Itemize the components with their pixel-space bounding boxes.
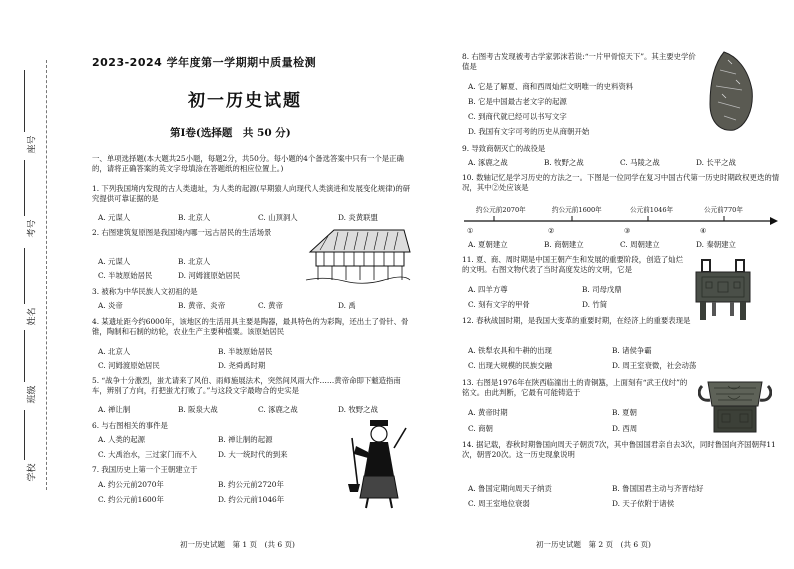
question-10-option-d[interactable]: D. 秦朝建立 bbox=[696, 240, 736, 249]
question-2-option-d[interactable]: D. 河姆渡原始居民 bbox=[178, 271, 241, 280]
question-13-option-c[interactable]: C. 商朝 bbox=[468, 424, 493, 433]
question-2-option-c[interactable]: C. 半坡原始居民 bbox=[98, 271, 153, 280]
question-14-option-a[interactable]: A. 鲁国定期向周天子纳贡 bbox=[468, 484, 552, 493]
question-7-option-a[interactable]: A. 约公元前2070年 bbox=[98, 480, 164, 489]
question-10-stem: 10. 数轴记忆是学习历史的方法之一。下图是一位同学在复习中国古代第一历史时期政权更迭的情况，其中②处应该是 bbox=[462, 173, 780, 192]
page-1-footer: 初一历史试题 第 1 页 (共 6 页) bbox=[180, 540, 295, 549]
question-14-option-c[interactable]: C. 周王室地位衰弱 bbox=[468, 499, 530, 508]
question-10-option-a[interactable]: A. 夏朝建立 bbox=[468, 240, 508, 249]
part-title: 第Ⅰ卷(选择题 共 50 分) bbox=[170, 127, 291, 139]
question-12-option-c[interactable]: C. 出现大规模的民族交融 bbox=[468, 361, 552, 370]
timeline-marker-4: ④ bbox=[700, 227, 707, 235]
school-label: 学校 bbox=[27, 463, 38, 482]
name-field[interactable] bbox=[24, 248, 25, 304]
timeline-arrow bbox=[462, 214, 780, 228]
question-1-stem: 1. 下列我国境内发现的古人类遗址，为人类的起源(早期猿人向现代人类演进和发展变化规律)的研究提供可靠证据的是 bbox=[92, 184, 411, 203]
question-1-option-b[interactable]: B. 北京人 bbox=[178, 213, 211, 222]
page-1 bbox=[92, 0, 414, 569]
question-12-option-b[interactable]: B. 诸侯争霸 bbox=[612, 346, 652, 355]
question-5-option-c[interactable]: C. 涿鹿之战 bbox=[258, 405, 298, 414]
page-2 bbox=[462, 0, 780, 569]
timeline-marker-3: ③ bbox=[624, 227, 631, 235]
question-12-stem: 12. 春秋战国时期，是我国大变革的重要时期，在经济上的重要表现是 bbox=[462, 316, 691, 325]
question-11-option-a[interactable]: A. 四羊方尊 bbox=[468, 285, 508, 294]
question-3-option-b[interactable]: B. 黄帝、炎帝 bbox=[178, 301, 226, 310]
question-11-stem: 11. 夏、商、周时期是中国王朝产生和发展的重要阶段，创造了灿烂的文明。右图文物代表了当时高度发达的文明，它是 bbox=[462, 255, 684, 274]
class-label: 班级 bbox=[27, 385, 38, 404]
timeline-marker-1: ① bbox=[467, 227, 474, 235]
question-9-option-c[interactable]: C. 马陵之战 bbox=[620, 158, 660, 167]
subject-title: 初一历史试题 bbox=[188, 91, 302, 111]
question-7-stem: 7. 我国历史上第一个王朝建立于 bbox=[92, 465, 198, 474]
da-yu-figure-illustration bbox=[348, 418, 410, 510]
question-13-stem: 13. 右图是1976年在陕西临潼出土的青铜簋，上面刻有“武王伐纣”的铭文。由此判断，它最有可能铸造于 bbox=[462, 378, 688, 397]
question-7-option-b[interactable]: B. 约公元前2720年 bbox=[218, 480, 284, 489]
question-6-option-a[interactable]: A. 人类的起源 bbox=[98, 435, 145, 444]
question-2-option-a[interactable]: A. 元谋人 bbox=[98, 257, 131, 266]
bronze-ding-illustration bbox=[692, 258, 754, 322]
question-5-option-a[interactable]: A. 禅让制 bbox=[98, 405, 131, 414]
question-8-option-c[interactable]: C. 到商代就已经可以书写文字 bbox=[468, 112, 567, 121]
question-3-option-c[interactable]: C. 黄帝 bbox=[258, 301, 283, 310]
name-label: 姓名 bbox=[27, 307, 38, 326]
binding-margin bbox=[0, 0, 62, 569]
question-4-option-a[interactable]: A. 北京人 bbox=[98, 347, 131, 356]
question-13-option-a[interactable]: A. 黄帝时期 bbox=[468, 408, 508, 417]
question-2-option-b[interactable]: B. 北京人 bbox=[178, 257, 211, 266]
timeline-date-1: 约公元前2070年 bbox=[476, 206, 526, 214]
question-14-stem: 14. 据记载，春秋时期鲁国向周天子朝贡7次，其中鲁国国君亲自去3次，同时鲁国向齐国朝拜11次，朝晋20次。这一历史现象说明 bbox=[462, 440, 776, 459]
question-8-option-a[interactable]: A. 它是了解夏、商和西周灿烂文明唯一的史料资料 bbox=[468, 82, 634, 91]
question-13-option-b[interactable]: B. 夏朝 bbox=[612, 408, 637, 417]
question-9-option-a[interactable]: A. 涿鹿之战 bbox=[468, 158, 508, 167]
question-9-stem: 9. 导致商朝灭亡的战役是 bbox=[462, 144, 546, 153]
question-3-option-a[interactable]: A. 炎帝 bbox=[98, 301, 123, 310]
question-8-stem: 8. 右图考古发现被考古学家郭沫若说:“一片甲骨惊天下”。其主要史学价值是 bbox=[462, 52, 696, 71]
question-5-option-b[interactable]: B. 阪泉大战 bbox=[178, 405, 218, 414]
timeline-date-2: 约公元前1600年 bbox=[552, 206, 602, 214]
question-3-stem: 3. 被称为中华民族人文初祖的是 bbox=[92, 287, 198, 296]
bronze-gui-illustration bbox=[698, 376, 772, 434]
question-2-stem: 2. 右图建筑复原图是我国境内哪一远古居民的生活场景 bbox=[92, 228, 272, 237]
question-14-option-d[interactable]: D. 天子依附于诸侯 bbox=[612, 499, 675, 508]
question-1-option-d[interactable]: D. 炎黄联盟 bbox=[338, 213, 378, 222]
question-11-option-b[interactable]: B. 司母戊鼎 bbox=[582, 285, 622, 294]
class-field[interactable] bbox=[24, 330, 25, 382]
exam-number-field[interactable] bbox=[24, 160, 25, 216]
stilt-house-illustration bbox=[304, 226, 412, 284]
cut-line bbox=[46, 60, 47, 490]
seat-number-field[interactable] bbox=[24, 70, 25, 132]
question-11-option-c[interactable]: C. 刻有文字的甲骨 bbox=[468, 300, 530, 309]
timeline-date-3: 公元前1046年 bbox=[630, 206, 674, 214]
question-7-option-d[interactable]: D. 约公元前1046年 bbox=[218, 495, 285, 504]
oracle-bone-illustration bbox=[706, 50, 756, 132]
question-9-option-d[interactable]: D. 长平之战 bbox=[696, 158, 736, 167]
question-6-option-b[interactable]: B. 禅让制的起源 bbox=[218, 435, 273, 444]
question-3-option-d[interactable]: D. 禹 bbox=[338, 301, 356, 310]
question-6-stem: 6. 与右图相关的事件是 bbox=[92, 421, 168, 430]
timeline-date-4: 公元前770年 bbox=[704, 206, 743, 214]
seat-number-label: 座号 bbox=[27, 135, 38, 154]
question-9-option-b[interactable]: B. 牧野之战 bbox=[544, 158, 584, 167]
question-4-option-d[interactable]: D. 尧舜禹时期 bbox=[218, 361, 266, 370]
page-2-footer: 初一历史试题 第 2 页 (共 6 页) bbox=[536, 540, 651, 549]
question-12-option-d[interactable]: D. 周王室衰微，社会动荡 bbox=[612, 361, 697, 370]
question-1-option-c[interactable]: C. 山顶洞人 bbox=[258, 213, 298, 222]
question-8-option-b[interactable]: B. 它是中国最古老文字的起源 bbox=[468, 97, 567, 106]
question-10-option-b[interactable]: B. 商朝建立 bbox=[544, 240, 584, 249]
question-8-option-d[interactable]: D. 我国有文字可考的历史从商朝开始 bbox=[468, 127, 590, 136]
exam-title: 2023-2024 学年度第一学期期中质量检测 bbox=[92, 56, 317, 69]
timeline-marker-2: ② bbox=[548, 227, 555, 235]
school-field[interactable] bbox=[24, 410, 25, 460]
question-5-option-d[interactable]: D. 牧野之战 bbox=[338, 405, 378, 414]
question-7-option-c[interactable]: C. 约公元前1600年 bbox=[98, 495, 164, 504]
question-4-option-c[interactable]: C. 河姆渡原始居民 bbox=[98, 361, 160, 370]
section-instructions: 一、单项选择题(本大题共25小题，每题2分，共50分。每小题的4个备选答案中只有一个是正确的，请将正确答案的英文字母填涂在答题纸的相应位置上。) bbox=[92, 154, 404, 173]
question-10-option-c[interactable]: C. 周朝建立 bbox=[620, 240, 660, 249]
question-13-option-d[interactable]: D. 西周 bbox=[612, 424, 638, 433]
question-5-stem: 5. “战争十分激烈，蚩尤请来了风伯、雨师施展法术，突然间风雨大作……黄帝命即下魃造指南车，辨别了方向，打把蚩尤打败了。”与这段文字最吻合的史实是 bbox=[92, 376, 401, 395]
question-6-option-d[interactable]: D. 大一统时代的到来 bbox=[218, 450, 288, 459]
exam-number-label: 考号 bbox=[27, 219, 38, 238]
question-4-option-b[interactable]: B. 半坡原始居民 bbox=[218, 347, 273, 356]
question-14-option-b[interactable]: B. 鲁国国君主动与齐晋结好 bbox=[612, 484, 704, 493]
question-1-option-a[interactable]: A. 元谋人 bbox=[98, 213, 131, 222]
question-11-option-d[interactable]: D. 竹简 bbox=[582, 300, 608, 309]
question-6-option-c[interactable]: C. 大禹治水，三过家门而不入 bbox=[98, 450, 197, 459]
question-12-option-a[interactable]: A. 铁犁农具和牛耕的出现 bbox=[468, 346, 552, 355]
question-4-stem: 4. 某遗址距今约6000年，该地区的生活用具主要是陶器，最具特色的为彩陶，还出土了骨针、骨锥，陶制和石制的纺轮，农业生产主要种植粟。该原始居民 bbox=[92, 317, 409, 336]
